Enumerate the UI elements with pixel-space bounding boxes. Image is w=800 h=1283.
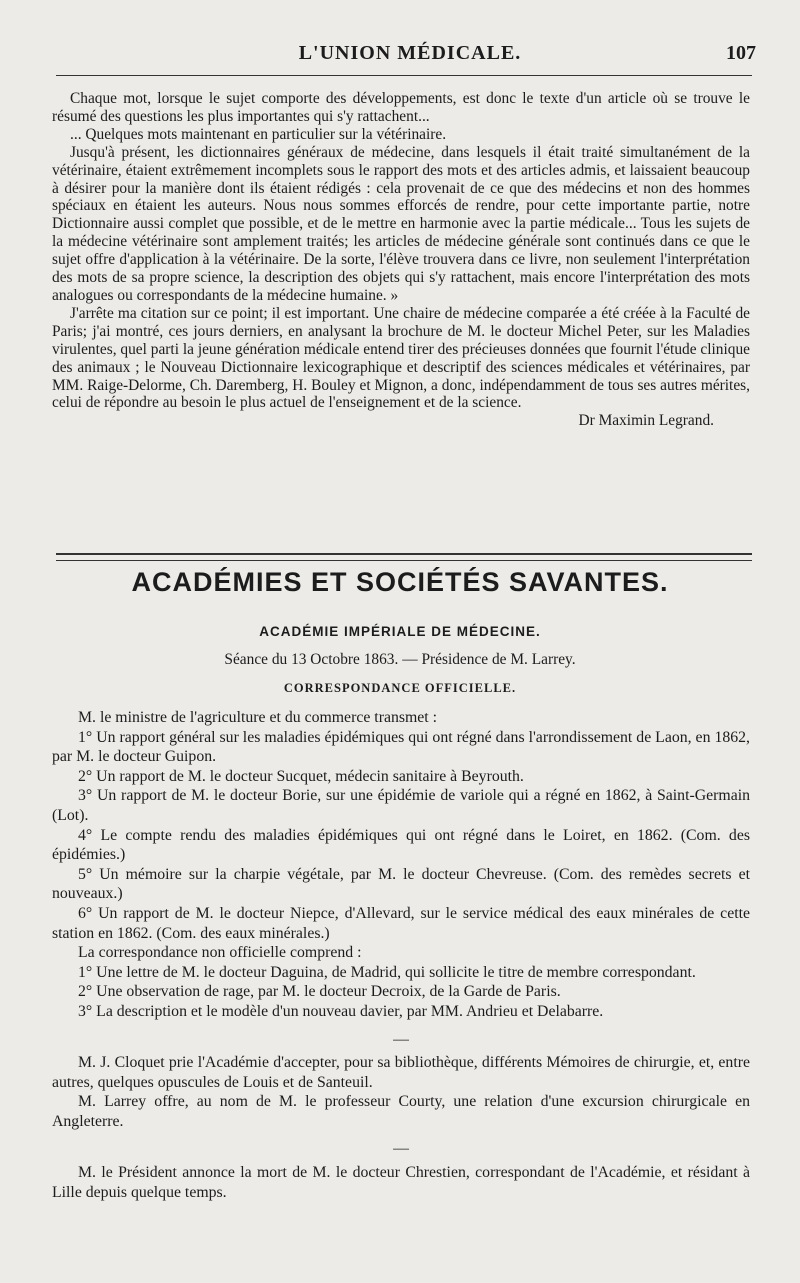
section-title: ACADÉMIES ET SOCIÉTÉS SAVANTES. xyxy=(131,567,669,597)
official-item: 3° Un rapport de M. le docteur Borie, sur une épidémie de variole qui a régné en 1862, à Saint-Germain (Lot). xyxy=(52,787,750,824)
article-paragraph: ... Quelques mots maintenant en particulier sur la vétérinaire. xyxy=(70,125,447,143)
article-paragraph: J'arrête ma citation sur ce point; il est important. Une chaire de médecine comparée a été créée à la Faculté de Paris; j'ai montré, ces jours derniers, en analysant la brochure de M. le docteur Michel Peter, sur les Maladies virulentes, quel parti la jeune génération médicale entend tirer des précieuses données que fournit l'étude clinique des animaux ; le Nouveau Dictionnaire lexicographique et descriptif des sciences médicales et vétérinaires, par MM. Raige-Delorme, Ch. Daremberg, H. Bouley et Mignon, a donc, indépendamment de tous ses autres mérites, celui de répondre au besoin le plus actuel de l'enseignement et de la science. xyxy=(52,304,750,412)
unofficial-item: 1° Une lettre de M. le docteur Daguina, de Madrid, qui sollicite le titre de membre correspondant. xyxy=(78,963,696,981)
page-number: 107 xyxy=(726,42,756,64)
correspondence-heading: CORRESPONDANCE OFFICIELLE. xyxy=(283,681,517,695)
article-signature: Dr Maximin Legrand. xyxy=(578,412,714,430)
official-item: 6° Un rapport de M. le docteur Niepce, d'Allevard, sur le service médical des eaux minérales de cette station en 1862. (Com. des eaux minérales.) xyxy=(52,904,750,942)
official-item: 4° Le compte rendu des maladies épidémiques qui ont régné dans le Loiret, en 1862. (Com. des épidémies.) xyxy=(52,826,750,864)
official-item: 2° Un rapport de M. le docteur Sucquet, médecin sanitaire à Beyrouth. xyxy=(78,767,524,785)
unofficial-item: 3° La description et le modèle d'un nouveau davier, par MM. Andrieu et Delabarre. xyxy=(78,1002,604,1020)
unofficial-item: 2° Une observation de rage, par M. le docteur Decroix, de la Garde de Paris. xyxy=(78,983,561,1001)
article-paragraph: Chaque mot, lorsque le sujet comporte des développements, est donc le texte d'un article où se trouve le résumé des questions les plus importantes qui s'y rattachent... xyxy=(52,90,750,125)
running-head xyxy=(60,42,760,68)
session-line: Séance du 13 Octobre 1863. — Présidence de M. Larrey. xyxy=(224,651,576,668)
academy-paragraph: M. Larrey offre, au nom de M. le professeur Courty, une relation d'une excursion chirurgicale en Angleterre. xyxy=(52,1093,750,1130)
academy-body xyxy=(52,708,750,1202)
section-divider xyxy=(56,553,752,561)
article-paragraph: Jusqu'à présent, les dictionnaires généraux de médecine, dans lesquels il était traité simultanément de la vétérinaire, étaient extrêmement incomplets sous le rapport des mots et des articles admis, et laissaient beaucoup à désirer pour la manière dont ils étaient rédigés : cela provenait de ce que des médecins et non des hommes spéciaux en étaient les auteurs. Nous nous sommes efforcés de rendre, pour cette importante partie, notre Dictionnaire aussi complet que possible, et de le mettre en harmonie avec la partie médicale... Tous les sujets de la médecine vétérinaire sont amplement traités; les articles de médecine générale sont continués dans ce que le sujet offre d'application à la vétérinaire. De la sorte, l'élève trouvera dans ce livre, non seulement l'interprétation des mots de sa propre science, la description des objets qui s'y rattachent, mais encore l'interprétation des mots analogues ou correspondants de la médecine humaine. » xyxy=(52,143,750,304)
running-title: L'UNION MÉDICALE. xyxy=(298,42,522,64)
dash-separator: — xyxy=(393,1030,409,1048)
official-item: 5° Un mémoire sur la charpie végétale, par M. le docteur Chevreuse. (Com. des remèdes secrets et nouveaux.) xyxy=(52,865,750,903)
official-item: 1° Un rapport général sur les maladies épidémiques qui ont régné dans l'arrondissement de Laon, en 1862, par M. le docteur Guipon. xyxy=(52,728,750,766)
academy-paragraph: M. J. Cloquet prie l'Académie d'accepter, pour sa bibliothèque, différents Mémoires de chirurgie, et, entre autres, quelques opuscules de Louis et de Santeuil. xyxy=(52,1054,750,1091)
academy-title: ACADÉMIE IMPÉRIALE DE MÉDECINE. xyxy=(259,624,541,639)
official-intro: M. le ministre de l'agriculture et du commerce transmet : xyxy=(78,709,438,726)
dash-separator: — xyxy=(393,1140,409,1158)
unofficial-intro: La correspondance non officielle comprend : xyxy=(78,944,362,962)
academy-paragraph: M. le Président annonce la mort de M. le docteur Chrestien, correspondant de l'Académie, et résidant à Lille depuis quelque temps. xyxy=(52,1164,750,1201)
article-body xyxy=(52,90,750,430)
header-rule xyxy=(56,75,752,76)
